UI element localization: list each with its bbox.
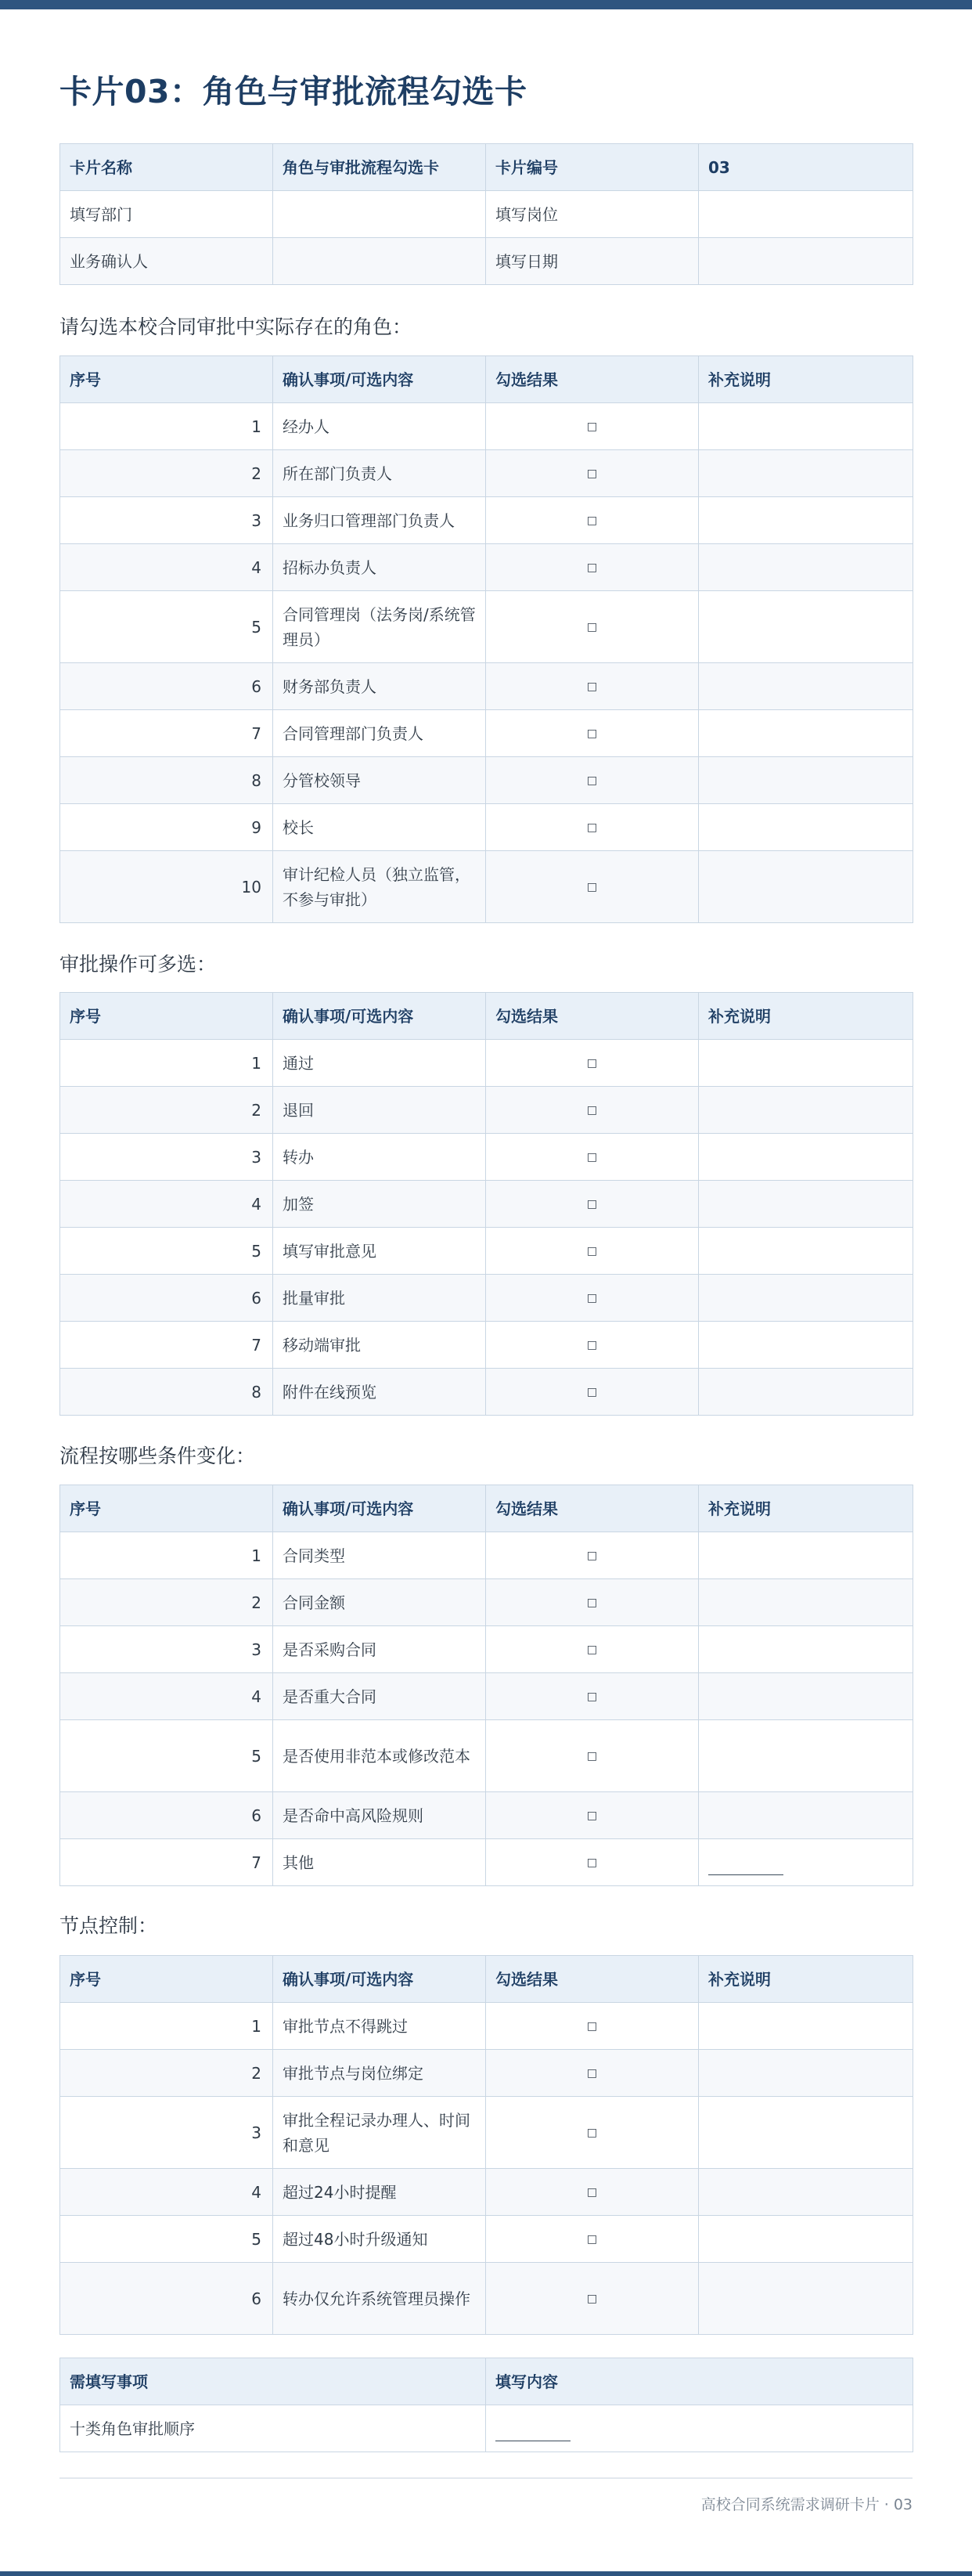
checkbox-cell[interactable] [486, 1792, 699, 1839]
checkbox-cell[interactable] [486, 1134, 699, 1181]
table-row [60, 757, 913, 804]
checkbox[interactable]: □ [586, 1150, 598, 1164]
checkbox-cell[interactable] [486, 1839, 699, 1886]
row-number: 8 [60, 757, 273, 804]
table-row [60, 851, 913, 923]
row-number: 6 [60, 2263, 273, 2335]
info-input-confirmer[interactable] [273, 238, 486, 285]
row-number: 1 [60, 2003, 273, 2050]
checkbox[interactable]: □ [586, 727, 598, 740]
info-input-position[interactable] [699, 191, 913, 238]
row-number: 5 [60, 1720, 273, 1792]
table-row [60, 1720, 913, 1792]
info-value: 03 [699, 144, 913, 191]
row-number: 7 [60, 1322, 273, 1369]
checkbox-cell[interactable] [486, 2003, 699, 2050]
note-cell[interactable] [699, 1369, 913, 1416]
checkbox[interactable]: □ [586, 1244, 598, 1257]
table-row [60, 804, 913, 851]
fill-row-item: 十类角色审批顺序 [60, 2405, 486, 2452]
note-cell[interactable] [699, 1322, 913, 1369]
note-cell[interactable] [699, 2169, 913, 2216]
column-header-note: 补充说明 [699, 356, 913, 403]
info-row-3 [60, 238, 913, 285]
row-item: 超过48小时升级通知 [273, 2216, 486, 2263]
fill-row [60, 2405, 913, 2452]
row-number: 2 [60, 1087, 273, 1134]
checkbox-cell[interactable] [486, 663, 699, 710]
checkbox[interactable]: □ [586, 1809, 598, 1822]
row-item: 转办 [273, 1134, 486, 1181]
checkbox[interactable]: □ [586, 1856, 598, 1869]
note-cell[interactable] [699, 851, 913, 923]
column-header-item: 确认事项/可选内容 [273, 1956, 486, 2003]
row-number: 2 [60, 450, 273, 497]
table-row [60, 663, 913, 710]
note-cell[interactable] [699, 1040, 913, 1087]
column-header-check: 勾选结果 [486, 356, 699, 403]
row-item: 转办仅允许系统管理员操作 [273, 2263, 486, 2335]
table-row [60, 710, 913, 757]
checkbox-cell[interactable] [486, 1369, 699, 1416]
checkbox[interactable]: □ [586, 680, 598, 693]
checkbox-cell[interactable] [486, 710, 699, 757]
row-item: 合同金额 [273, 1579, 486, 1626]
row-number: 6 [60, 1792, 273, 1839]
row-item: 是否采购合同 [273, 1626, 486, 1673]
row-item: 招标办负责人 [273, 544, 486, 591]
column-header-seq: 序号 [60, 993, 273, 1040]
row-item: 是否重大合同 [273, 1673, 486, 1720]
checkbox[interactable]: □ [586, 1103, 598, 1117]
checkbox-cell[interactable] [486, 1228, 699, 1275]
checkbox-cell[interactable] [486, 1532, 699, 1579]
row-number: 1 [60, 403, 273, 450]
table-header-row [60, 993, 913, 1040]
row-item: 校长 [273, 804, 486, 851]
bottom-accent-bar [0, 2571, 972, 2576]
checkbox-cell[interactable] [486, 1275, 699, 1322]
row-number: 5 [60, 591, 273, 663]
checkbox[interactable]: □ [586, 420, 598, 433]
info-input-department[interactable] [273, 191, 486, 238]
row-item: 加签 [273, 1181, 486, 1228]
table-row [60, 1579, 913, 1626]
row-number: 9 [60, 804, 273, 851]
note-cell[interactable] [699, 2263, 913, 2335]
checkbox[interactable]: □ [586, 1385, 598, 1398]
row-item: 批量审批 [273, 1275, 486, 1322]
row-number: 8 [60, 1369, 273, 1416]
row-item: 审批节点不得跳过 [273, 2003, 486, 2050]
row-number: 2 [60, 1579, 273, 1626]
checkbox[interactable]: □ [586, 1549, 598, 1562]
checkbox-cell[interactable] [486, 1087, 699, 1134]
table-row [60, 1322, 913, 1369]
column-header-seq: 序号 [60, 1956, 273, 2003]
page-title: 卡片03：角色与审批流程勾选卡 [59, 73, 527, 110]
table-row [60, 403, 913, 450]
note-cell[interactable] [699, 1720, 913, 1792]
table-row [60, 2097, 913, 2169]
row-number: 4 [60, 2169, 273, 2216]
note-cell[interactable] [699, 1532, 913, 1579]
note-cell[interactable] [699, 2003, 913, 2050]
row-number: 3 [60, 1134, 273, 1181]
checkbox[interactable]: □ [586, 2019, 598, 2033]
row-number: 3 [60, 1626, 273, 1673]
table-row [60, 1369, 913, 1416]
checkbox[interactable]: □ [586, 2185, 598, 2199]
row-item: 退回 [273, 1087, 486, 1134]
row-item: 财务部负责人 [273, 663, 486, 710]
row-item: 是否使用非范本或修改范本 [273, 1720, 486, 1792]
column-header-item: 确认事项/可选内容 [273, 1485, 486, 1532]
fill-blank-line[interactable] [495, 2424, 571, 2441]
table-header-row [60, 356, 913, 403]
note-blank-line[interactable] [708, 1858, 783, 1875]
row-item: 通过 [273, 1040, 486, 1087]
row-number: 5 [60, 1228, 273, 1275]
info-input-date[interactable] [699, 238, 913, 285]
note-cell[interactable] [699, 403, 913, 450]
row-number: 7 [60, 1839, 273, 1886]
row-item: 合同管理部门负责人 [273, 710, 486, 757]
table-row [60, 1228, 913, 1275]
checkbox[interactable]: □ [586, 2126, 598, 2139]
info-label: 卡片名称 [60, 144, 273, 191]
note-cell[interactable] [699, 804, 913, 851]
column-header-check: 勾选结果 [486, 1485, 699, 1532]
checklist-table [59, 992, 913, 1416]
note-cell[interactable] [699, 710, 913, 757]
table-row [60, 1792, 913, 1839]
table-row [60, 1040, 913, 1087]
note-cell[interactable] [699, 1275, 913, 1322]
row-item: 经办人 [273, 403, 486, 450]
checkbox-cell[interactable] [486, 591, 699, 663]
checkbox[interactable]: □ [586, 1690, 598, 1703]
checkbox-cell[interactable] [486, 851, 699, 923]
checkbox-cell[interactable] [486, 1322, 699, 1369]
footer-divider [59, 2477, 913, 2479]
row-number: 4 [60, 544, 273, 591]
row-number: 4 [60, 1673, 273, 1720]
row-number: 6 [60, 663, 273, 710]
table-row [60, 1839, 913, 1886]
fill-header-content: 填写内容 [486, 2358, 913, 2405]
table-row [60, 2003, 913, 2050]
row-item: 业务归口管理部门负责人 [273, 497, 486, 544]
table-row [60, 497, 913, 544]
checkbox[interactable]: □ [586, 880, 598, 893]
note-cell[interactable] [699, 1579, 913, 1626]
row-number: 3 [60, 2097, 273, 2169]
note-cell[interactable] [699, 1839, 913, 1886]
note-cell[interactable] [699, 1673, 913, 1720]
note-cell[interactable] [699, 2216, 913, 2263]
row-item: 移动端审批 [273, 1322, 486, 1369]
note-cell[interactable] [699, 497, 913, 544]
note-cell[interactable] [699, 2050, 913, 2097]
fill-table [59, 2358, 913, 2452]
info-value: 角色与审批流程勾选卡 [273, 144, 486, 191]
column-header-check: 勾选结果 [486, 993, 699, 1040]
checkbox[interactable]: □ [586, 1056, 598, 1070]
checkbox-cell[interactable] [486, 2216, 699, 2263]
row-number: 3 [60, 497, 273, 544]
note-cell[interactable] [699, 1181, 913, 1228]
table-row [60, 544, 913, 591]
section-label: 审批操作可多选： [59, 953, 217, 976]
column-header-seq: 序号 [60, 356, 273, 403]
fill-row-content-cell[interactable] [486, 2405, 913, 2452]
table-row [60, 2050, 913, 2097]
fill-header-row [60, 2358, 913, 2405]
checkbox[interactable]: □ [586, 1338, 598, 1351]
checkbox[interactable]: □ [586, 2292, 598, 2305]
row-item: 分管校领导 [273, 757, 486, 804]
row-item: 填写审批意见 [273, 1228, 486, 1275]
table-row [60, 2169, 913, 2216]
column-header-check: 勾选结果 [486, 1956, 699, 2003]
checkbox-cell[interactable] [486, 450, 699, 497]
checkbox-cell[interactable] [486, 2097, 699, 2169]
checkbox[interactable]: □ [586, 1749, 598, 1762]
table-row [60, 1181, 913, 1228]
row-number: 7 [60, 710, 273, 757]
row-number: 1 [60, 1040, 273, 1087]
table-row [60, 591, 913, 663]
section-label: 请勾选本校合同审批中实际存在的角色： [59, 316, 412, 338]
checkbox-cell[interactable] [486, 1040, 699, 1087]
table-row [60, 1087, 913, 1134]
row-item: 附件在线预览 [273, 1369, 486, 1416]
table-row [60, 1532, 913, 1579]
table-row [60, 1275, 913, 1322]
footer-text: 高校合同系统需求调研卡片 · 03 [700, 2496, 913, 2513]
info-row-2 [60, 191, 913, 238]
note-cell[interactable] [699, 450, 913, 497]
row-item: 是否命中高风险规则 [273, 1792, 486, 1839]
info-label: 填写部门 [60, 191, 273, 238]
row-item: 合同类型 [273, 1532, 486, 1579]
checkbox-cell[interactable] [486, 2050, 699, 2097]
row-item: 所在部门负责人 [273, 450, 486, 497]
table-row [60, 1626, 913, 1673]
table-row [60, 450, 913, 497]
checkbox-cell[interactable] [486, 1626, 699, 1673]
checkbox-cell[interactable] [486, 2263, 699, 2335]
table-row [60, 2263, 913, 2335]
column-header-note: 补充说明 [699, 1956, 913, 2003]
checkbox[interactable]: □ [586, 561, 598, 574]
checkbox-cell[interactable] [486, 1720, 699, 1792]
note-cell[interactable] [699, 591, 913, 663]
row-item: 审批全程记录办理人、时间和意见 [273, 2097, 486, 2169]
checkbox[interactable]: □ [586, 467, 598, 480]
row-item: 审批节点与岗位绑定 [273, 2050, 486, 2097]
checkbox[interactable]: □ [586, 1596, 598, 1609]
checkbox-cell[interactable] [486, 544, 699, 591]
info-label: 填写岗位 [486, 191, 699, 238]
row-item: 合同管理岗（法务岗/系统管理员） [273, 591, 486, 663]
checkbox-cell[interactable] [486, 1673, 699, 1720]
table-row [60, 2216, 913, 2263]
note-cell[interactable] [699, 1087, 913, 1134]
section-label: 流程按哪些条件变化： [59, 1445, 256, 1467]
info-label: 卡片编号 [486, 144, 699, 191]
top-accent-bar [0, 0, 972, 9]
fill-header-item: 需填写事项 [60, 2358, 486, 2405]
checkbox[interactable]: □ [586, 514, 598, 527]
row-item: 审计纪检人员（独立监管，不参与审批） [273, 851, 486, 923]
column-header-note: 补充说明 [699, 993, 913, 1040]
row-number: 6 [60, 1275, 273, 1322]
info-label: 业务确认人 [60, 238, 273, 285]
note-cell[interactable] [699, 544, 913, 591]
row-number: 4 [60, 1181, 273, 1228]
note-cell[interactable] [699, 2097, 913, 2169]
table-row [60, 1134, 913, 1181]
checkbox-cell[interactable] [486, 804, 699, 851]
column-header-seq: 序号 [60, 1485, 273, 1532]
table-header-row [60, 1485, 913, 1532]
column-header-item: 确认事项/可选内容 [273, 356, 486, 403]
note-cell[interactable] [699, 1134, 913, 1181]
checkbox[interactable]: □ [586, 1197, 598, 1210]
checkbox[interactable]: □ [586, 774, 598, 787]
checkbox[interactable]: □ [586, 2232, 598, 2246]
row-item: 其他 [273, 1839, 486, 1886]
column-header-item: 确认事项/可选内容 [273, 993, 486, 1040]
checkbox-cell[interactable] [486, 1579, 699, 1626]
checkbox-cell[interactable] [486, 2169, 699, 2216]
checkbox[interactable]: □ [586, 821, 598, 834]
row-number: 5 [60, 2216, 273, 2263]
card-info-table [59, 143, 913, 285]
row-item: 超过24小时提醒 [273, 2169, 486, 2216]
note-cell[interactable] [699, 663, 913, 710]
checkbox-cell[interactable] [486, 757, 699, 804]
info-row-1 [60, 144, 913, 191]
column-header-note: 补充说明 [699, 1485, 913, 1532]
checkbox[interactable]: □ [586, 1643, 598, 1656]
info-label: 填写日期 [486, 238, 699, 285]
row-number: 1 [60, 1532, 273, 1579]
row-number: 2 [60, 2050, 273, 2097]
table-row [60, 1673, 913, 1720]
checkbox[interactable]: □ [586, 1291, 598, 1304]
row-number: 10 [60, 851, 273, 923]
checkbox[interactable]: □ [586, 2066, 598, 2080]
checkbox-cell[interactable] [486, 497, 699, 544]
note-cell[interactable] [699, 1626, 913, 1673]
section-label: 节点控制： [59, 1914, 158, 1937]
checklist-table [59, 1485, 913, 1886]
note-cell[interactable] [699, 1228, 913, 1275]
checkbox-cell[interactable] [486, 1181, 699, 1228]
checklist-table [59, 1955, 913, 2335]
checklist-table [59, 355, 913, 923]
table-header-row [60, 1956, 913, 2003]
note-cell[interactable] [699, 1792, 913, 1839]
checkbox-cell[interactable] [486, 403, 699, 450]
note-cell[interactable] [699, 757, 913, 804]
checkbox[interactable]: □ [586, 620, 598, 633]
